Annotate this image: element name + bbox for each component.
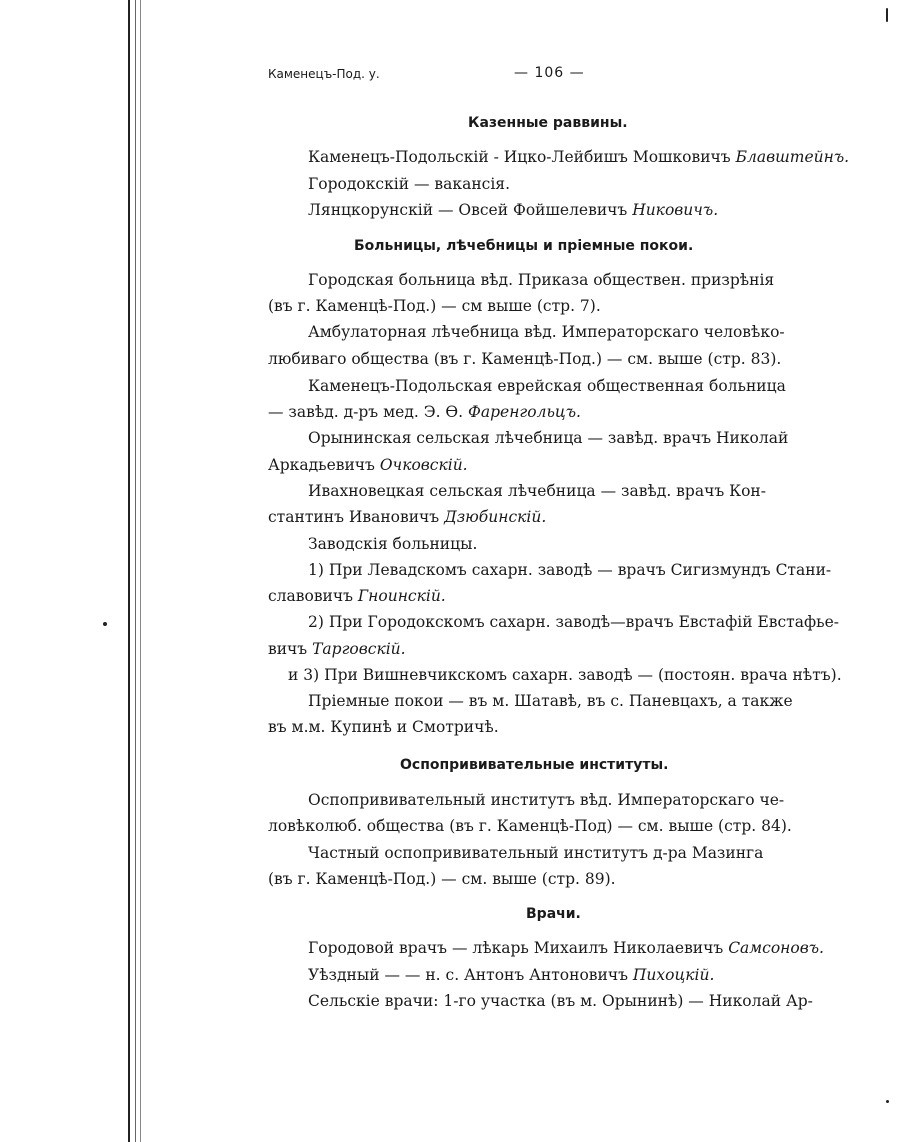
text-line: Заводскія больницы. <box>308 535 478 553</box>
section-heading-rabbis: Казенные раввины. <box>468 115 628 131</box>
text-line: Оспопрививательный институтъ вѣд. Императорскаго че- <box>308 791 785 809</box>
binding-line <box>140 0 141 1142</box>
text-line: Городокскій — вакансія. <box>308 175 510 193</box>
text-line: Частный оспопрививательный институтъ д-ра Мазинга <box>308 844 764 862</box>
scan-speck <box>886 8 888 22</box>
text-line: Орынинская сельская лѣчебница — завѣд. врачъ Николай <box>308 429 789 447</box>
section-heading-hospitals: Больницы, лѣчебницы и пріемные покои. <box>354 238 694 254</box>
running-head-title: Каменецъ-Под. у. <box>268 67 380 81</box>
binding-line <box>135 0 136 1142</box>
text-line: Городовой врачъ — лѣкарь Михаилъ Николаевичъ Самсоновъ. <box>308 939 824 957</box>
page-number: — 106 — <box>514 65 585 81</box>
text-line: Уѣздный — — н. с. Антонъ Антоновичъ Пихоцкій. <box>308 966 715 984</box>
scan-speck <box>103 622 107 626</box>
text-line: любиваго общества (въ г. Каменцѣ-Под.) — см. выше (стр. 83). <box>268 350 782 368</box>
running-head <box>268 65 868 85</box>
text-line: ловѣколюб. общества (въ г. Каменцѣ-Под) — см. выше (стр. 84). <box>268 817 792 835</box>
text-line: Каменецъ-Подольскій - Ицко-Лейбишъ Мошковичъ Блавштейнъ. <box>308 148 850 166</box>
text-line: — завѣд. д-ръ мед. Э. Ѳ. Фаренгольцъ. <box>268 403 581 421</box>
text-line: Аркадьевичъ Очковскій. <box>268 456 468 474</box>
text-line: и 3) При Вишневчикскомъ сахарн. заводѣ — (постоян. врача нѣтъ). <box>288 666 842 684</box>
scan-speck <box>886 1100 889 1103</box>
text-line: Городская больница вѣд. Приказа обществен. призрѣнія <box>308 271 775 289</box>
section-heading-vaccination: Оспопрививательные институты. <box>400 757 669 773</box>
text-line: славовичъ Гноинскій. <box>268 587 446 605</box>
text-line: 1) При Левадскомъ сахарн. заводѣ — врачъ Сигизмундъ Стани- <box>308 561 832 579</box>
text-line: Амбулаторная лѣчебница вѣд. Императорскаго человѣко- <box>308 323 785 341</box>
text-line: (въ г. Каменцѣ-Под.) — см. выше (стр. 89). <box>268 870 616 888</box>
text-line: 2) При Городокскомъ сахарн. заводѣ—врачъ Евстафій Евстафье- <box>308 613 839 631</box>
text-line: Ивахновецкая сельская лѣчебница — завѣд. врачъ Кон- <box>308 482 766 500</box>
text-line: (въ г. Каменцѣ-Под.) — см выше (стр. 7). <box>268 297 601 315</box>
binding-line <box>128 0 130 1142</box>
text-line: стантинъ Ивановичъ Дзюбинскій. <box>268 508 547 526</box>
text-line: Сельскіе врачи: 1-го участка (въ м. Орынинѣ) — Николай Ар- <box>308 992 813 1010</box>
text-line: въ м.м. Купинѣ и Смотричѣ. <box>268 718 499 736</box>
text-line: Каменецъ-Подольская еврейская общественная больница <box>308 377 786 395</box>
text-line: вичъ Тарговскій. <box>268 640 406 658</box>
text-line: Лянцкорунскій — Овсей Фойшелевичъ Никовичъ. <box>308 201 719 219</box>
text-line: Пріемные покои — въ м. Шатавѣ, въ с. Паневцахъ, а также <box>308 692 793 710</box>
section-heading-doctors: Врачи. <box>526 906 581 922</box>
binding-edge <box>118 0 148 1142</box>
